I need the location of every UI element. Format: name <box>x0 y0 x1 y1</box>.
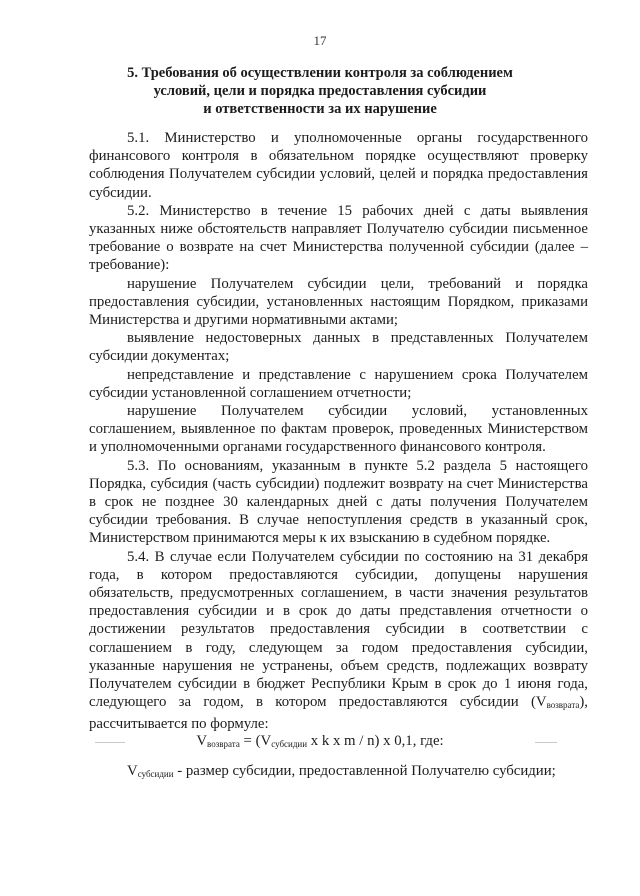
list-item-reporting: непредставление и представление с нарушением срока Получателем субсидии установленной соглашением отчетности; <box>89 366 588 401</box>
formula-sub-return: возврата <box>207 739 240 749</box>
scan-artifact <box>535 742 557 743</box>
heading-line-2: условий, цели и порядка предоставления субсидии <box>153 83 487 99</box>
paragraph-5-2: 5.2. Министерство в течение 15 рабочих дней с даты выявления указанных ниже обстоятельств направляет Получателю субсидии письменное требование о возврате на счет Министерства полученной субсидии (далее – требование): <box>89 202 588 274</box>
paragraph-5-4-subscript: возврата <box>546 700 580 711</box>
formula-sub-subsidy: субсидии <box>271 739 308 749</box>
body-text <box>89 129 588 733</box>
paragraph-5-4 <box>89 548 588 733</box>
formula-rest: x k x m / n) x 0,1, где: <box>307 733 444 749</box>
paragraph-5-4-tail: ), рассчитывается по формуле: <box>89 694 588 732</box>
definition-text: - размер субсидии, предоставленной Получателю субсидии; <box>173 763 556 779</box>
list-item-false-data: выявление недостоверных данных в представленных Получателем субсидии документах; <box>89 330 588 365</box>
list-item-conditions: нарушение Получателем субсидии условий, установленных соглашением, выявленное по фактам проверок, проведенных Министерством и уполномоченными органами государственного финансового контроля. <box>89 403 588 456</box>
definition-line <box>127 763 597 780</box>
paragraph-5-3: 5.3. По основаниям, указанным в пункте 5.2 раздела 5 настоящего Порядка, субсидия (часть субсидии) подлежит возврату на счет Министерства в срок не позднее 30 календарных дней с даты получения Получателем субсидии требования. В случае непоступления средств в указанный срок, Министерством принимаются меры к их взысканию в судебном порядке. <box>89 457 588 547</box>
list-item-violation: нарушение Получателем субсидии цели, требований и порядка предоставления субсидии, установленных настоящим Порядком, приказами Министерства и другими нормативными актами; <box>89 275 588 329</box>
paragraph-5-1: 5.1. Министерство и уполномоченные органы государственного финансового контроля в обязательном порядке осуществляют проверку соблюдения Получателем субсидии условий, целей и порядка предоставления субсидии. <box>89 130 588 201</box>
formula-eq-open: = (V <box>239 733 272 749</box>
definition-sub: субсидии <box>137 769 174 779</box>
page-number: 17 <box>313 33 327 48</box>
section-heading <box>100 64 540 118</box>
scan-artifact <box>95 742 125 743</box>
heading-line-3: и ответственности за их нарушение <box>203 101 437 117</box>
heading-line-1: 5. Требования об осуществлении контроля за соблюдением <box>127 65 513 81</box>
paragraph-5-4-text: 5.4. В случае если Получателем субсидии по состоянию на 31 декабря года, в котором предоставляются субсидии, допущены нарушения обязательств, предусмотренных соглашением, в части значения результатов предоставления субсидии и в срок до даты представления отчетности о достижении результатов предоставления субсидии в соответствии с соглашением в году, следующем за годом предоставления субсидии, указанные нарушения не устранены, объем средств, подлежащих возврату Получателем субсидии в бюджет Республики Крым в срок до 1 июня года, следующего за годом, в котором предоставляются субсидии (V <box>89 548 588 711</box>
definition-v: V <box>127 763 138 779</box>
formula-v: V <box>196 733 208 749</box>
